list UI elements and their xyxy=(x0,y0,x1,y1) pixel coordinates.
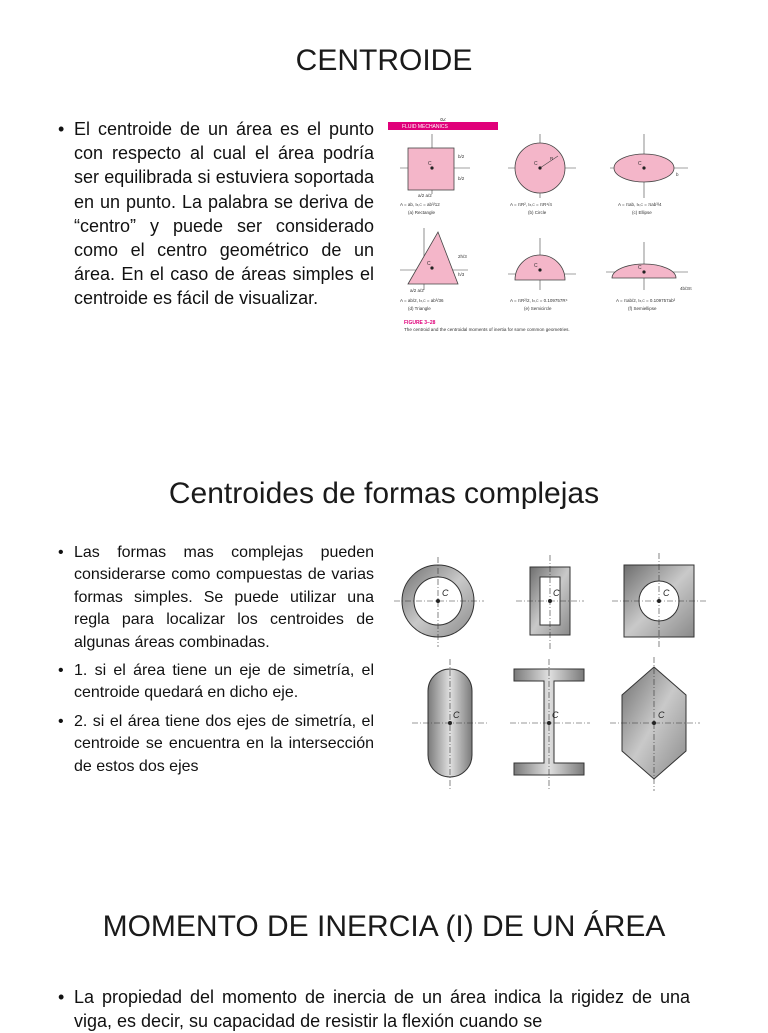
caption-c: (c) Ellipse xyxy=(632,210,652,215)
caption-e: (e) Semicircle xyxy=(524,306,552,311)
svg-text:A = πR²/2, Ix,C = 0.109757R⁴: A = πR²/2, Ix,C = 0.109757R⁴ xyxy=(510,298,568,303)
svg-text:C: C xyxy=(428,161,432,167)
svg-text:C: C xyxy=(534,263,538,269)
svg-text:A = πR², Ix,C = πR⁴/4: A = πR², Ix,C = πR⁴/4 xyxy=(510,202,552,207)
figure-header-text: FLUID MECHANICS xyxy=(402,124,448,130)
svg-text:2h/3: 2h/3 xyxy=(458,254,467,259)
caption-d: (d) Triangle xyxy=(408,306,431,311)
stadium-centroid-label: C xyxy=(453,710,460,720)
centroide-bullet-list xyxy=(58,117,374,311)
semiellipse-diagram xyxy=(606,242,692,291)
svg-text:A = πab, Ix,C = πab³/4: A = πab, Ix,C = πab³/4 xyxy=(618,202,662,207)
hollow-rectangle-shape xyxy=(516,555,584,649)
centroide-bullet: • El centroide de un área es el punto con respecto al cual el área podría ser equilibrada si estuviera soportada en un punto. La palabra se deriva de “centro” y puede ser considerado como el centro geométrico de un área. En el caso de áreas simples el centroide es fácil de visualizar. xyxy=(58,117,374,311)
i-beam-centroid-label: C xyxy=(552,710,559,720)
figure-page-number: 82 xyxy=(440,118,446,123)
section-title-formas-complejas: Centroides de formas complejas xyxy=(168,477,600,510)
ellipse-diagram xyxy=(610,134,688,198)
figure-label: FIGURE 3–28 xyxy=(404,320,436,326)
svg-text:A = πab/2, Ix,C = 0.109757ab³: A = πab/2, Ix,C = 0.109757ab³ xyxy=(616,298,676,303)
svg-text:C: C xyxy=(534,161,538,167)
svg-text:b/2: b/2 xyxy=(458,154,465,159)
square-with-hole-shape xyxy=(612,553,706,649)
svg-text:R: R xyxy=(550,156,554,161)
triangle-diagram xyxy=(400,228,468,293)
ring-centroid-label: C xyxy=(442,588,449,598)
momento-inercia-bullet: • La propiedad del momento de inercia de un área indica la rigidez de una viga, es decir, su capacidad de resistir la flexión cuando se xyxy=(58,985,690,1033)
rectangle-diagram xyxy=(400,134,470,198)
hexagon-centroid-label: C xyxy=(658,710,665,720)
caption-b: (b) Circle xyxy=(528,210,547,215)
figure-caption: The centroid and the centroidal moments of inertia for some common geometries. xyxy=(404,327,570,332)
svg-text:a/2 a/2: a/2 a/2 xyxy=(410,288,424,293)
svg-text:C: C xyxy=(638,265,642,271)
figure-centroid-geometries xyxy=(388,118,716,364)
section-title-centroide: CENTROIDE xyxy=(295,44,473,77)
caption-a: (a) Rectangle xyxy=(408,210,436,215)
semicircle-shape xyxy=(515,255,565,280)
i-beam-shape xyxy=(510,659,590,789)
hollow-rectangle-centroid-label: C xyxy=(553,588,560,598)
hexagon-shape xyxy=(610,657,700,791)
triangle-shape xyxy=(408,232,458,284)
formas-complejas-bullet-1: • Las formas mas complejas pueden considerarse como compuestas de varias formas simples. Se puede utilizar una regla para localizar los centroides de algunas áreas combinadas. xyxy=(58,542,374,654)
stadium-shape xyxy=(412,659,488,789)
svg-text:C: C xyxy=(638,161,642,167)
caption-f: (f) Semiellipse xyxy=(628,306,657,311)
circle-diagram xyxy=(508,134,576,198)
svg-text:4b/3π: 4b/3π xyxy=(680,286,692,291)
semicircle-diagram xyxy=(508,238,576,290)
svg-text:A = ab, Ix,C = ab³/12: A = ab, Ix,C = ab³/12 xyxy=(400,202,440,207)
ring-shape xyxy=(394,557,484,647)
formas-complejas-bullet-2: • 1. si el área tiene un eje de simetría, el centroide quedará en dicho eje. xyxy=(58,660,374,705)
svg-text:b/2: b/2 xyxy=(458,176,465,181)
section-title-momento-inercia: MOMENTO DE INERCIA (I) DE UN ÁREA xyxy=(102,910,666,943)
svg-text:A = ab/2, Ix,C = ab³/36: A = ab/2, Ix,C = ab³/36 xyxy=(400,298,444,303)
formas-complejas-bullet-3: • 2. si el área tiene dos ejes de simetría, el centroide se encuentra en la intersección de estos dos ejes xyxy=(58,711,374,778)
svg-text:a/2 a/2: a/2 a/2 xyxy=(418,193,432,198)
svg-text:C: C xyxy=(427,261,431,267)
formas-complejas-bullet-list xyxy=(58,542,374,784)
svg-text:b: b xyxy=(676,172,679,177)
figure-composite-shapes xyxy=(392,545,710,795)
momento-inercia-bullet-list xyxy=(58,985,690,1033)
square-with-hole-centroid-label: C xyxy=(663,588,670,598)
svg-text:h/3: h/3 xyxy=(458,272,465,277)
